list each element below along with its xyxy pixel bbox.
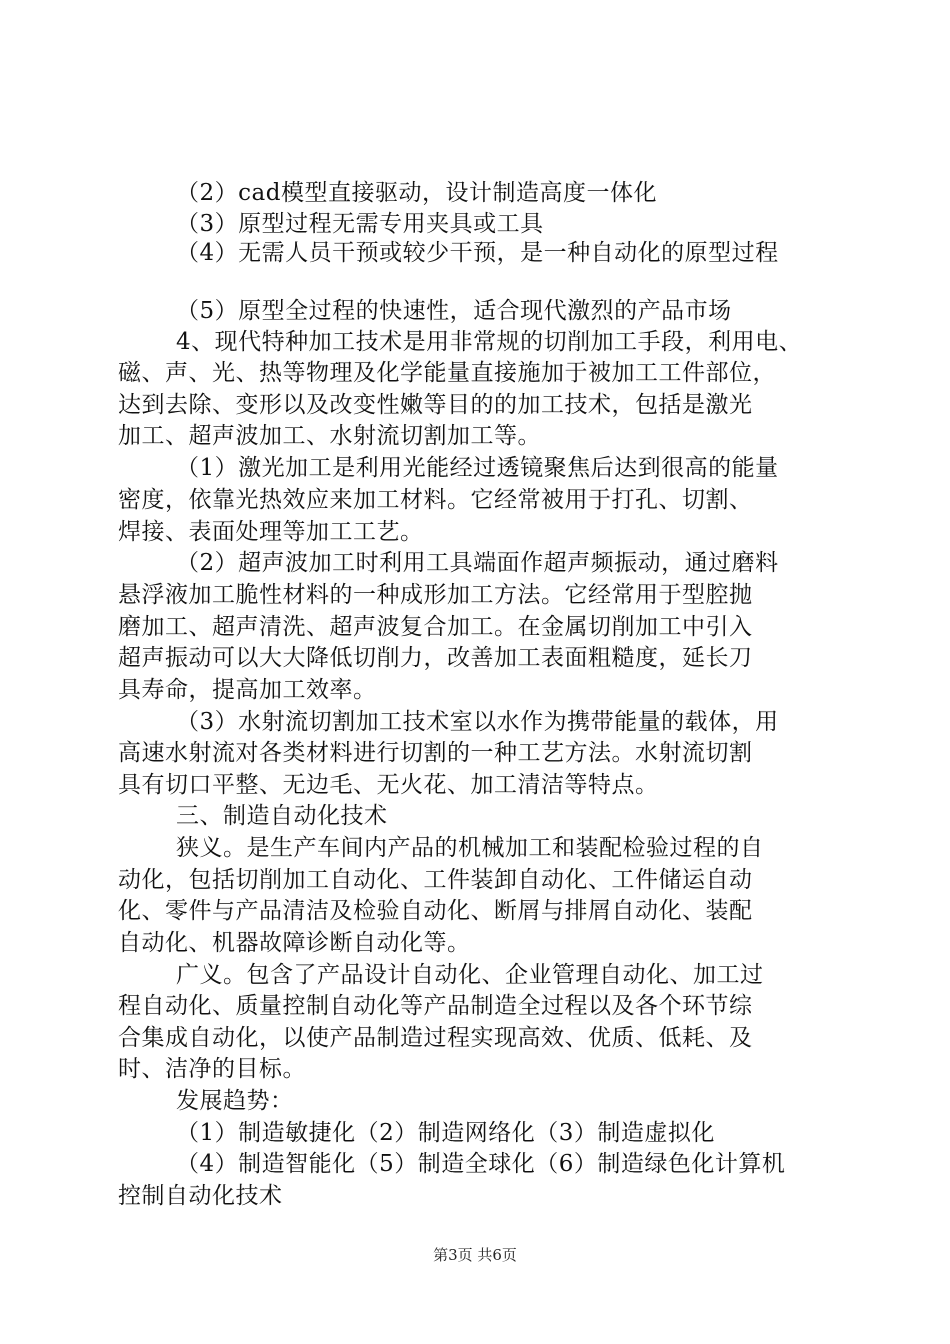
text-line: 密度，依靠光热效应来加工材料。它经常被用于打孔、切割、 — [118, 487, 753, 513]
text-line: 自动化、机器故障诊断自动化等。 — [118, 930, 471, 956]
text-line: 具寿命，提高加工效率。 — [118, 677, 377, 703]
text-line: 焊接、表面处理等加工工艺。 — [118, 519, 424, 545]
text-line: 超声振动可以大大降低切削力，改善加工表面粗糙度，延长刀 — [118, 645, 753, 671]
text-line: 发展趋势： — [176, 1088, 294, 1114]
text-line: （4）无需人员干预或较少干预，是一种自动化的原型过程 — [176, 240, 779, 266]
text-line: 程自动化、质量控制自动化等产品制造全过程以及各个环节综 — [118, 993, 753, 1019]
text-line: 动化，包括切削加工自动化、工件装卸自动化、工件储运自动 — [118, 867, 753, 893]
text-line: 化、零件与产品清洁及检验自动化、断屑与排屑自动化、装配 — [118, 898, 753, 924]
text-line: （2）超声波加工时利用工具端面作超声频振动，通过磨料 — [176, 550, 779, 576]
text-line: （1）激光加工是利用光能经过透镜聚焦后达到很高的能量 — [176, 455, 779, 481]
text-line: （4）制造智能化（5）制造全球化（6）制造绿色化计算机 — [176, 1151, 786, 1177]
text-line: 高速水射流对各类材料进行切割的一种工艺方法。水射流切割 — [118, 740, 753, 766]
text-line: （3）水射流切割加工技术室以水作为携带能量的载体，用 — [176, 709, 779, 735]
text-line: 狭义。是生产车间内产品的机械加工和装配检验过程的自 — [176, 835, 764, 861]
text-line: 4、现代特种加工技术是用非常规的切削加工手段，利用电、 — [176, 329, 803, 355]
text-line: 合集成自动化，以使产品制造过程实现高效、优质、低耗、及 — [118, 1025, 753, 1051]
text-line: 具有切口平整、无边毛、无火花、加工清洁等特点。 — [118, 772, 659, 798]
text-line: 时、洁净的目标。 — [118, 1056, 306, 1082]
text-line: （1）制造敏捷化（2）制造网络化（3）制造虚拟化 — [176, 1120, 715, 1146]
text-line: 广义。包含了产品设计自动化、企业管理自动化、加工过 — [176, 962, 764, 988]
section-heading: 三、制造自动化技术 — [176, 803, 388, 829]
text-line: （2）cad模型直接驱动，设计制造高度一体化 — [176, 180, 657, 206]
text-line: 悬浮液加工脆性材料的一种成形加工方法。它经常用于型腔抛 — [118, 582, 753, 608]
text-line: 磨加工、超声清洗、超声波复合加工。在金属切削加工中引入 — [118, 614, 753, 640]
text-line: （5）原型全过程的快速性，适合现代激烈的产品市场 — [176, 298, 732, 324]
text-line: 磁、声、光、热等物理及化学能量直接施加于被加工工件部位， — [118, 360, 776, 386]
text-line: 加工、超声波加工、水射流切割加工等。 — [118, 423, 541, 449]
text-line: （3）原型过程无需专用夹具或工具 — [176, 211, 544, 237]
text-line: 达到去除、变形以及改变性嫩等目的的加工技术，包括是激光 — [118, 392, 753, 418]
page-footer: 第3页 共6页 — [433, 1246, 517, 1264]
text-line: 控制自动化技术 — [118, 1183, 283, 1209]
